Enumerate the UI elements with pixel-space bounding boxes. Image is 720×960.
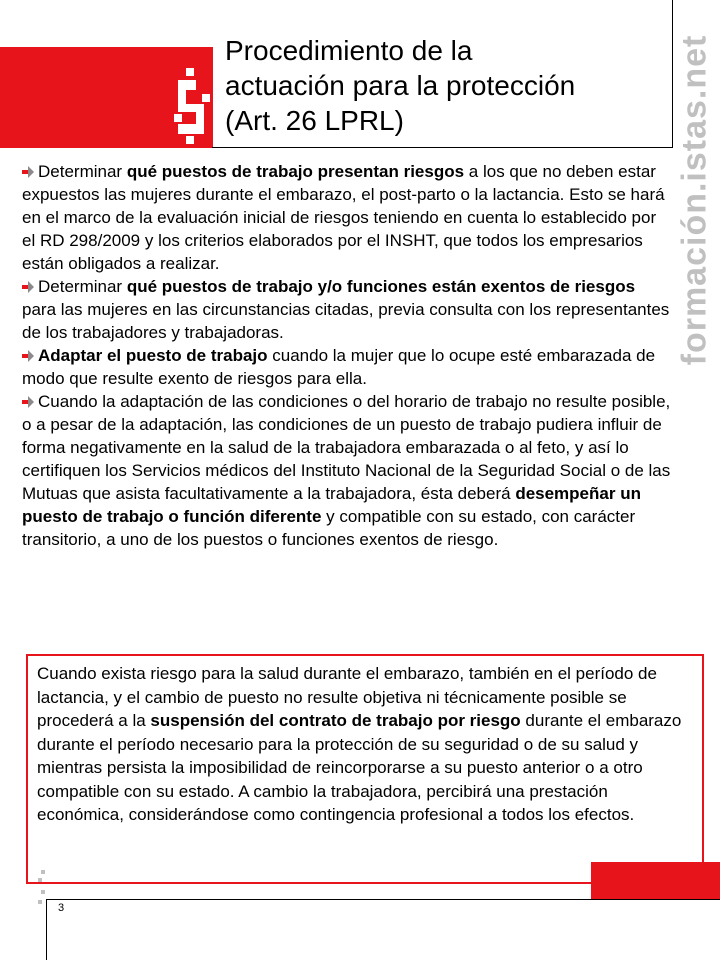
info-box: [26, 654, 704, 884]
title-line-1: Procedimiento de la: [225, 35, 473, 66]
paragraph-1: [22, 160, 672, 275]
paragraph-2: [22, 275, 672, 344]
paragraph-3: [22, 344, 672, 390]
bullet-icon: [22, 396, 36, 408]
section-logo-icon: [172, 50, 212, 146]
bullet-icon: [22, 166, 36, 178]
text-run: durante el embarazo durante el período necesario para la protección de su seguridad o de su salud y mientras persista la imposibilidad de reincorporarse a su puesto anterior o a otro compatible con su estado. A cambio la trabajadora, percibirá una prestación económica, considerándose como contingencia profesional a todos los efectos.: [37, 711, 682, 824]
text-run: Cuando exista riesgo para la salud durante el embarazo, también en el período de lactancia, y el cambio de puesto no resulte objetiva ni técnicamente posible se procederá a la: [37, 664, 657, 730]
bold-text: qué puestos de trabajo y/o funciones están exentos de riesgos: [126, 277, 636, 296]
page-number: 3: [58, 902, 65, 914]
bold-text: desempeñar un puesto de trabajo o función diferente: [22, 484, 641, 526]
title-line-2: actuación para la protección: [225, 70, 576, 101]
text-run: Determinar: [38, 277, 127, 296]
footer-red-block: [591, 862, 720, 899]
info-box-text: [37, 662, 692, 827]
paragraph-4: [22, 390, 672, 551]
bullet-icon: [22, 350, 36, 362]
footer-divider: [46, 899, 720, 900]
text-run: Determinar: [38, 162, 127, 181]
text-run: y compatible con su estado, con carácter transitorio, a uno de los puestos o funciones exentos de riesgo.: [22, 507, 636, 549]
bold-text: suspensión del contrato de trabajo por riesgo: [150, 711, 521, 730]
page-title: [225, 33, 665, 138]
body-text: [22, 160, 672, 551]
text-run: a los que no deben estar expuestos las mujeres durante el embarazo, el post-parto o la lactancia. Esto se hará en el marco de la evaluación inicial de riesgos teniendo en cuenta lo establecido por el RD 298/2009 y los criterios elaborados por el INSHT, que todos los empresarios están obligados a realizar.: [22, 162, 665, 273]
brand-text: formación.istas.net: [675, 34, 714, 366]
bold-text: qué puestos de trabajo presentan riesgos: [126, 162, 465, 181]
bullet-icon: [22, 281, 36, 293]
side-brand: [670, 34, 720, 366]
footer-dots-icon: [36, 870, 46, 905]
text-run: cuando la mujer que lo ocupe esté embarazada de modo que resulte exento de riesgos para ella.: [22, 346, 656, 388]
text-run: Cuando la adaptación de las condiciones o del horario de trabajo no resulte posible, o a pesar de la adaptación, las condiciones de un puesto de trabajo pudiera influir de forma negativamente en la salud de la trabajadora embarazada o al feto, y así lo certifiquen los Servicios médicos del Instituto Nacional de la Seguridad Social o de las Mutuas que asista facultativamente a la trabajadora, ésta deberá: [22, 392, 671, 503]
title-line-3: (Art. 26 LPRL): [225, 105, 404, 136]
footer-vertical-divider: [46, 899, 47, 960]
bold-text: Adaptar el puesto de trabajo: [38, 346, 268, 365]
text-run: para las mujeres en las circunstancias citadas, previa consulta con los representantes de los trabajadores y trabajadoras.: [22, 300, 670, 342]
